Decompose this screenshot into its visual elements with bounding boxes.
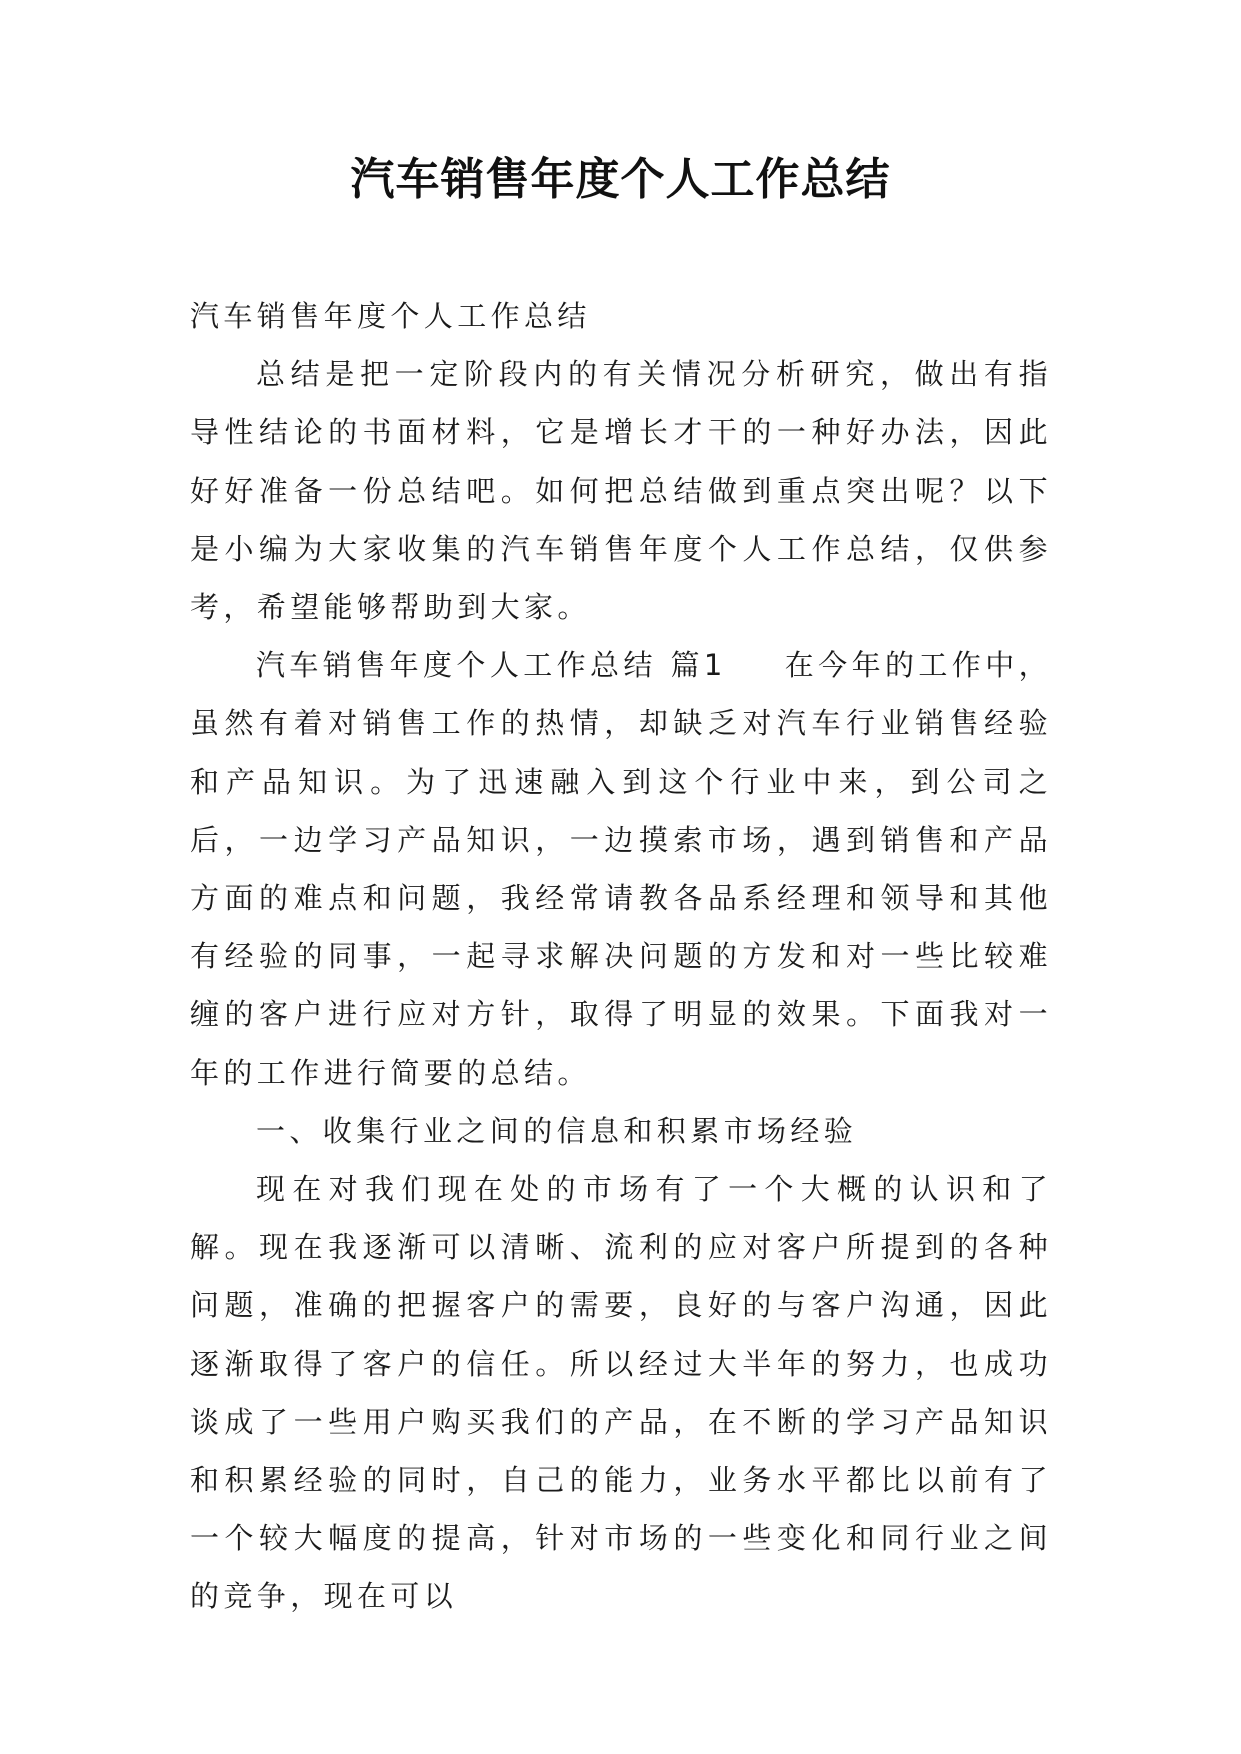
document-body [190, 287, 1052, 1626]
section1-body: 在今年的工作中，虽然有着对销售工作的热情，却缺乏对汽车行业销售经验和产品知识。为了迅速融入到这个行业中来，到公司之后，一边学习产品知识，一边摸索市场，遇到销售和产品方面的难点和问题，我经常请教各品系经理和领导和其他有经验的同事，一起寻求解决问题的方发和对一些比较难缠的客户进行应对方针，取得了明显的效果。下面我对一年的工作进行简要的总结。 [190, 648, 1052, 1090]
section1-paragraph [190, 636, 1052, 1102]
subtitle-line: 汽车销售年度个人工作总结 [190, 299, 591, 333]
intro-paragraph: 总结是把一定阶段内的有关情况分析研究，做出有指导性结论的书面材料，它是增长才干的一种好办法，因此好好准备一份总结吧。如何把总结做到重点突出呢？以下是小编为大家收集的汽车销售年度个人工作总结，仅供参考，希望能够帮助到大家。 [190, 357, 1052, 625]
point1-heading: 一、收集行业之间的信息和积累市场经验 [256, 1113, 858, 1148]
point1-paragraph: 现在对我们现在处的市场有了一个大概的认识和了解。现在我逐渐可以清晰、流利的应对客户所提到的各种问题，准确的把握客户的需要，良好的与客户沟通，因此逐渐取得了客户的信任。所以经过大半年的努力，也成功谈成了一些用户购买我们的产品，在不断的学习产品知识和积累经验的同时，自己的能力，业务水平都比以前有了一个较大幅度的提高，针对市场的一些变化和同行业之间的竞争，现在可以 [190, 1172, 1052, 1614]
document-title: 汽车销售年度个人工作总结 [350, 154, 891, 205]
section1-heading: 汽车销售年度个人工作总结 篇1 [256, 648, 727, 683]
